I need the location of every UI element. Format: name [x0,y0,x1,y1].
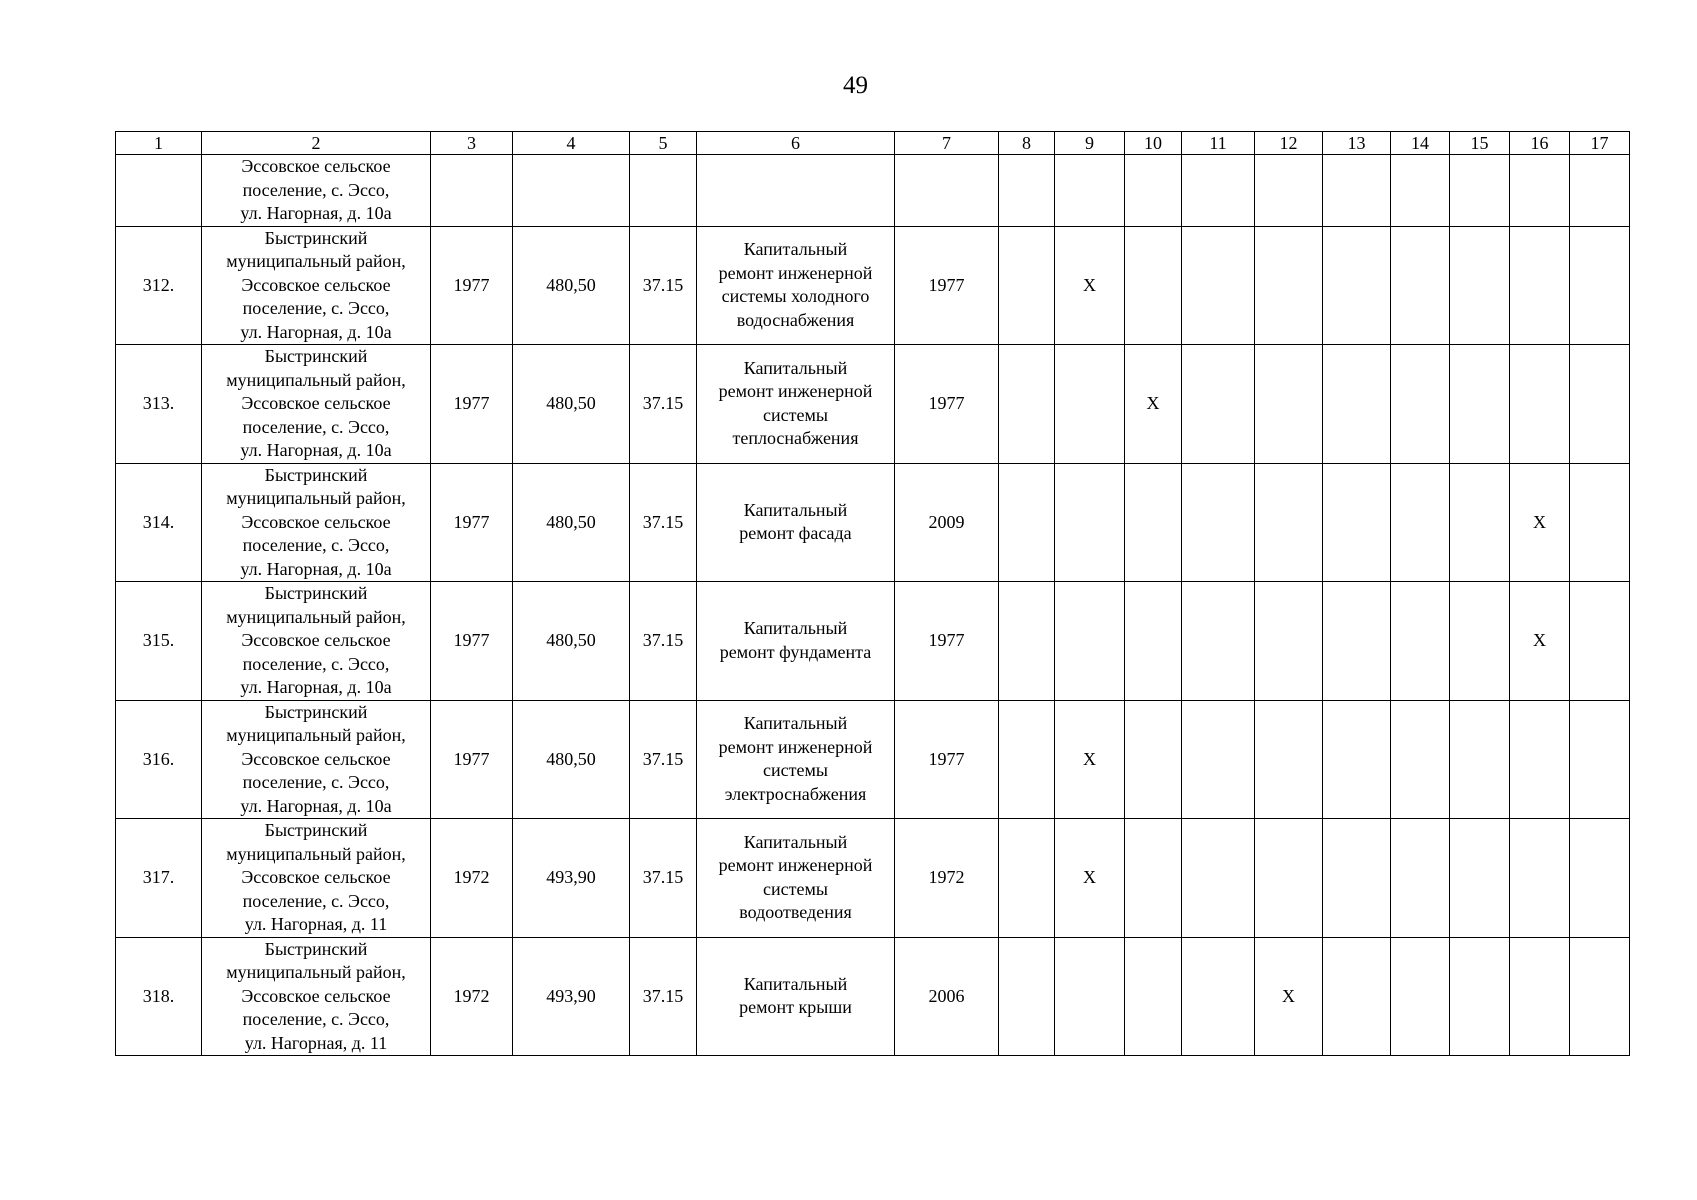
column-header: 11 [1182,132,1255,155]
column-header: 4 [513,132,630,155]
mark-cell-col-11 [1182,463,1255,582]
work-type-cell: Капитальный ремонт фундамента [697,582,895,701]
construction-year-cell: 1977 [431,700,513,819]
mark-cell-col-16: X [1510,582,1570,701]
address-cell: Быстринский муниципальный район, Эссовское сельское поселение, с. Эссо, ул. Нагорная, д. 10а [202,345,431,464]
mark-cell-col-10 [1125,463,1182,582]
mark-cell-col-10 [1125,937,1182,1056]
mark-cell-col-9 [1055,463,1125,582]
mark-cell-col-11 [1182,582,1255,701]
column-header: 10 [1125,132,1182,155]
row-number-cell: 316. [116,700,202,819]
column-header: 12 [1255,132,1323,155]
address-cell: Быстринский муниципальный район, Эссовское сельское поселение, с. Эссо, ул. Нагорная, д. 11 [202,819,431,938]
mark-cell-col-11 [1182,345,1255,464]
column-number-row [116,132,1630,155]
row-number-cell: 312. [116,226,202,345]
mark-cell-col-9: X [1055,226,1125,345]
column-header: 16 [1510,132,1570,155]
mark-cell-col-13 [1323,937,1391,1056]
repair-year-cell: 1972 [895,819,999,938]
row-number-cell: 315. [116,582,202,701]
mark-cell-col-16 [1510,819,1570,938]
column-header: 9 [1055,132,1125,155]
repair-year-cell: 1977 [895,700,999,819]
code-cell: 37.15 [630,700,697,819]
repair-year-cell: 1977 [895,582,999,701]
mark-cell-col-17 [1570,226,1630,345]
work-type-cell: Капитальный ремонт крыши [697,937,895,1056]
table-row [116,345,1630,464]
mark-cell-col-12 [1255,819,1323,938]
mark-cell-col-15 [1450,937,1510,1056]
mark-cell-col-14 [1391,226,1450,345]
mark-cell-col-13 [1323,226,1391,345]
mark-cell-col-12 [1255,463,1323,582]
table-row [116,937,1630,1056]
table-row [116,819,1630,938]
code-cell: 37.15 [630,937,697,1056]
mark-cell-col-12 [1255,226,1323,345]
mark-cell-col-9: X [1055,700,1125,819]
address-cell: Быстринский муниципальный район, Эссовское сельское поселение, с. Эссо, ул. Нагорная, д. 10а [202,226,431,345]
construction-year-cell: 1977 [431,345,513,464]
work-type-cell: Капитальный ремонт инженерной системы холодного водоснабжения [697,226,895,345]
mark-cell-col-16 [1510,226,1570,345]
column-header: 7 [895,132,999,155]
mark-cell-col-8 [999,937,1055,1056]
construction-year-cell: 1972 [431,937,513,1056]
mark-cell-col-16 [1510,345,1570,464]
area-cell: 493,90 [513,937,630,1056]
mark-cell-col-15 [1450,700,1510,819]
address-cell: Быстринский муниципальный район, Эссовское сельское поселение, с. Эссо, ул. Нагорная, д. 11 [202,937,431,1056]
mark-cell-col-17 [1570,345,1630,464]
table-row [116,700,1630,819]
mark-cell-col-13 [1323,582,1391,701]
area-cell: 480,50 [513,700,630,819]
code-cell: 37.15 [630,226,697,345]
mark-cell-col-10: X [1125,345,1182,464]
mark-cell-col-13 [1323,345,1391,464]
mark-cell-col-9 [1055,582,1125,701]
row-number-cell: 314. [116,463,202,582]
repair-year-cell: 1977 [895,226,999,345]
address-cell: Эссовское сельское поселение, с. Эссо, ул. Нагорная, д. 10а [202,155,431,227]
address-cell: Быстринский муниципальный район, Эссовское сельское поселение, с. Эссо, ул. Нагорная, д. 10а [202,700,431,819]
construction-year-cell: 1972 [431,819,513,938]
mark-cell-col-16 [1510,937,1570,1056]
mark-cell-col-10 [1125,582,1182,701]
mark-cell-col-9 [1055,345,1125,464]
mark-cell-col-14 [1391,463,1450,582]
column-header: 13 [1323,132,1391,155]
table-row [116,582,1630,701]
area-cell: 480,50 [513,463,630,582]
mark-cell-col-14 [1391,819,1450,938]
mark-cell-col-13 [1323,463,1391,582]
mark-cell-col-12: X [1255,937,1323,1056]
code-cell: 37.15 [630,819,697,938]
mark-cell-col-11 [1182,700,1255,819]
mark-cell-col-11 [1182,937,1255,1056]
address-cell: Быстринский муниципальный район, Эссовское сельское поселение, с. Эссо, ул. Нагорная, д. 10а [202,582,431,701]
work-type-cell: Капитальный ремонт фасада [697,463,895,582]
column-header: 6 [697,132,895,155]
column-header: 1 [116,132,202,155]
mark-cell-col-9: X [1055,819,1125,938]
mark-cell-col-15 [1450,463,1510,582]
page-number: 49 [843,72,868,99]
mark-cell-col-15 [1450,226,1510,345]
mark-cell-col-12 [1255,345,1323,464]
area-cell: 480,50 [513,345,630,464]
mark-cell-col-10 [1125,226,1182,345]
repair-year-cell: 1977 [895,345,999,464]
column-header: 17 [1570,132,1630,155]
mark-cell-col-13 [1323,700,1391,819]
mark-cell-col-17 [1570,937,1630,1056]
code-cell: 37.15 [630,345,697,464]
mark-cell-col-16 [1510,700,1570,819]
row-number-cell [116,155,202,227]
column-header: 14 [1391,132,1450,155]
mark-cell-col-11 [1182,819,1255,938]
mark-cell-col-17 [1570,819,1630,938]
mark-cell-col-12 [1255,582,1323,701]
mark-cell-col-10 [1125,700,1182,819]
code-cell: 37.15 [630,582,697,701]
mark-cell-col-15 [1450,582,1510,701]
mark-cell-col-9 [1055,937,1125,1056]
capital-repair-table [115,131,1630,1056]
mark-cell-col-10 [1125,819,1182,938]
table-row [116,463,1630,582]
area-cell: 480,50 [513,226,630,345]
repair-year-cell: 2009 [895,463,999,582]
area-cell: 493,90 [513,819,630,938]
construction-year-cell: 1977 [431,582,513,701]
construction-year-cell: 1977 [431,226,513,345]
table-row [116,226,1630,345]
mark-cell-col-15 [1450,819,1510,938]
area-cell: 480,50 [513,582,630,701]
mark-cell-col-13 [1323,819,1391,938]
address-cell: Быстринский муниципальный район, Эссовское сельское поселение, с. Эссо, ул. Нагорная, д. 10а [202,463,431,582]
column-header: 8 [999,132,1055,155]
work-type-cell: Капитальный ремонт инженерной системы электроснабжения [697,700,895,819]
mark-cell-col-17 [1570,582,1630,701]
mark-cell-col-12 [1255,700,1323,819]
mark-cell-col-8 [999,700,1055,819]
row-number-cell: 317. [116,819,202,938]
mark-cell-col-8 [999,463,1055,582]
mark-cell-col-14 [1391,345,1450,464]
row-number-cell: 318. [116,937,202,1056]
mark-cell-col-14 [1391,700,1450,819]
mark-cell-col-15 [1450,345,1510,464]
mark-cell-col-14 [1391,582,1450,701]
work-type-cell: Капитальный ремонт инженерной системы водоотведения [697,819,895,938]
mark-cell-col-8 [999,819,1055,938]
mark-cell-col-14 [1391,937,1450,1056]
continuation-row [116,155,1630,227]
mark-cell-col-8 [999,582,1055,701]
mark-cell-col-17 [1570,700,1630,819]
code-cell: 37.15 [630,463,697,582]
work-type-cell: Капитальный ремонт инженерной системы теплоснабжения [697,345,895,464]
column-header: 15 [1450,132,1510,155]
column-header: 3 [431,132,513,155]
construction-year-cell: 1977 [431,463,513,582]
column-header: 2 [202,132,431,155]
column-header: 5 [630,132,697,155]
mark-cell-col-8 [999,226,1055,345]
repair-year-cell: 2006 [895,937,999,1056]
mark-cell-col-17 [1570,463,1630,582]
mark-cell-col-8 [999,345,1055,464]
row-number-cell: 313. [116,345,202,464]
mark-cell-col-16: X [1510,463,1570,582]
mark-cell-col-11 [1182,226,1255,345]
